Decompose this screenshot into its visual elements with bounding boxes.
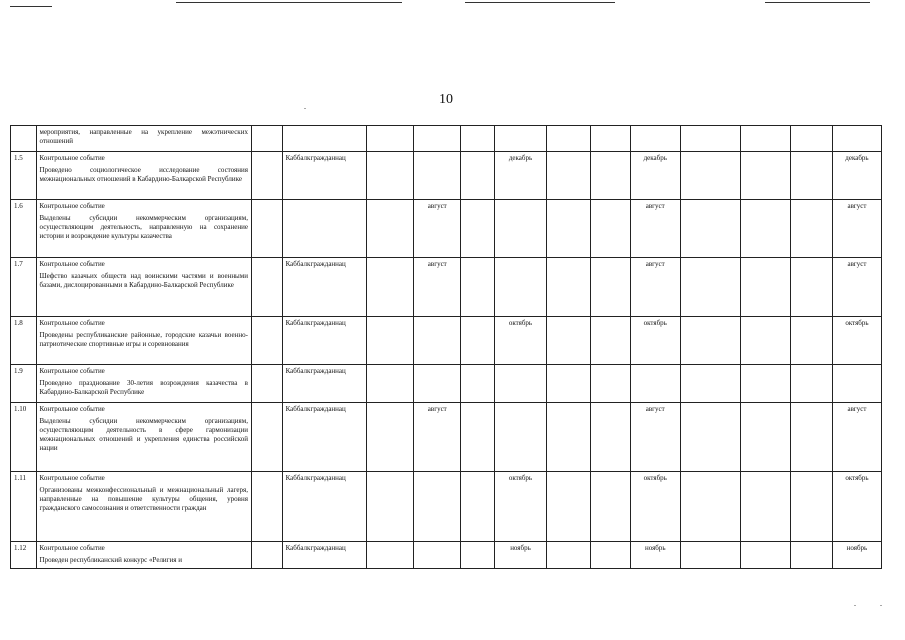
empty-cell xyxy=(680,365,740,403)
event-label: Контрольное событие xyxy=(39,319,105,327)
empty-cell xyxy=(741,126,791,152)
event-text: Проведено социологическое исследование состояния межнациональных отношений в Кабардино-Балкарской Республике xyxy=(39,166,248,183)
empty-cell xyxy=(461,258,495,317)
empty-cell xyxy=(461,317,495,365)
event-text: Проведено празднование 30-летия возрождения казачества в Кабардино-Балкарской Республике xyxy=(39,379,248,396)
empty-cell xyxy=(680,317,740,365)
empty-cell xyxy=(251,126,282,152)
empty-cell xyxy=(414,126,461,152)
row-number-cell: 1.12 xyxy=(11,542,37,569)
empty-cell xyxy=(791,258,833,317)
empty-cell xyxy=(461,152,495,200)
row-number-cell: 1.11 xyxy=(11,472,37,542)
empty-cell xyxy=(547,126,591,152)
event-text: Выделены субсидии некоммерческим организациям, осуществляющим деятельность, направленную на сохранение истории и возрождение культуры казачества xyxy=(39,214,248,240)
empty-cell xyxy=(590,258,630,317)
empty-cell xyxy=(590,542,630,569)
deadline-cell: декабрь xyxy=(494,152,546,200)
scan-speck: . xyxy=(854,599,856,608)
empty-cell xyxy=(282,126,367,152)
table-row xyxy=(11,472,882,542)
event-text: Организованы межконфессиональный и межнациональный лагеря, направленные на повышение культуры общения, уровня гражданского самосознания и ответственности граждан xyxy=(39,486,248,512)
empty-cell xyxy=(590,365,630,403)
empty-cell xyxy=(461,472,495,542)
empty-cell xyxy=(461,200,495,258)
row-number-cell: 1.5 xyxy=(11,152,37,200)
event-text: Шефство казачьих обществ над воинскими частями и военными базами, дислоцированными в Кабардино-Балкарской Республике xyxy=(39,272,248,289)
row-number-cell: 1.9 xyxy=(11,365,37,403)
deadline-cell: ноябрь xyxy=(832,542,881,569)
event-description-cell xyxy=(36,365,251,403)
event-label: Контрольное событие xyxy=(39,405,105,413)
empty-cell xyxy=(367,472,414,542)
deadline-cell: ноябрь xyxy=(630,542,680,569)
row-number-cell: 1.7 xyxy=(11,258,37,317)
row-number-cell: 1.6 xyxy=(11,200,37,258)
deadline-cell: октябрь xyxy=(630,472,680,542)
empty-cell xyxy=(367,258,414,317)
empty-cell xyxy=(590,403,630,472)
empty-cell xyxy=(590,317,630,365)
deadline-cell: декабрь xyxy=(630,152,680,200)
empty-cell xyxy=(741,258,791,317)
empty-cell xyxy=(832,126,881,152)
responsible-org-cell xyxy=(282,200,367,258)
deadline-cell: август xyxy=(832,200,881,258)
event-description-cell xyxy=(36,152,251,200)
event-label: Контрольное событие xyxy=(39,367,105,375)
empty-cell xyxy=(251,152,282,200)
empty-cell xyxy=(680,542,740,569)
empty-cell xyxy=(590,126,630,152)
empty-cell xyxy=(741,200,791,258)
empty-cell xyxy=(251,200,282,258)
scan-speck: . xyxy=(304,102,306,111)
empty-cell xyxy=(741,152,791,200)
empty-cell xyxy=(461,126,495,152)
row-number-cell: 1.10 xyxy=(11,403,37,472)
event-description-cell xyxy=(36,258,251,317)
deadline-cell xyxy=(414,365,461,403)
deadline-cell: ноябрь xyxy=(494,542,546,569)
table-row xyxy=(11,152,882,200)
empty-cell xyxy=(461,542,495,569)
empty-cell xyxy=(680,152,740,200)
event-description-cell xyxy=(36,403,251,472)
deadline-cell: август xyxy=(414,403,461,472)
deadline-cell xyxy=(494,200,546,258)
table-row-continuation xyxy=(11,126,882,152)
empty-cell xyxy=(251,365,282,403)
empty-cell xyxy=(367,403,414,472)
event-plan-table xyxy=(10,125,882,569)
empty-cell xyxy=(547,472,591,542)
event-label: Контрольное событие xyxy=(39,474,105,482)
empty-cell xyxy=(547,542,591,569)
empty-cell xyxy=(791,472,833,542)
table-row xyxy=(11,317,882,365)
deadline-cell: октябрь xyxy=(630,317,680,365)
deadline-cell: август xyxy=(630,200,680,258)
table-row xyxy=(11,542,882,569)
deadline-cell xyxy=(494,403,546,472)
event-text: Выделены субсидии некоммерческим организациям, осуществляющим деятельность в сфере гармонизации межнациональных отношений и укрепления единства российской нации xyxy=(39,417,248,452)
empty-cell xyxy=(791,126,833,152)
deadline-cell xyxy=(630,365,680,403)
table-row xyxy=(11,365,882,403)
deadline-cell: август xyxy=(414,258,461,317)
deadline-cell: октябрь xyxy=(494,472,546,542)
event-text: Проведены республиканские районные, городские казачьи военно-патриотические спортивные игры и соревнования xyxy=(39,331,248,348)
empty-cell xyxy=(680,258,740,317)
empty-cell xyxy=(590,152,630,200)
empty-cell xyxy=(741,542,791,569)
row-number-cell: 1.8 xyxy=(11,317,37,365)
deadline-cell: август xyxy=(630,403,680,472)
empty-cell xyxy=(251,403,282,472)
continuation-text: мероприятия, направленные на укрепление межэтнических отношений xyxy=(39,128,248,145)
scan-artifact-line xyxy=(176,2,402,3)
empty-cell xyxy=(741,403,791,472)
empty-cell xyxy=(367,365,414,403)
continuation-text-cell xyxy=(36,126,251,152)
empty-cell xyxy=(791,152,833,200)
empty-cell xyxy=(680,472,740,542)
empty-cell xyxy=(547,152,591,200)
responsible-org-cell: Каббалкгражданнац xyxy=(282,152,367,200)
empty-cell xyxy=(791,317,833,365)
responsible-org-cell: Каббалкгражданнац xyxy=(282,403,367,472)
event-label: Контрольное событие xyxy=(39,154,105,162)
empty-cell xyxy=(680,126,740,152)
event-description-cell xyxy=(36,542,251,569)
deadline-cell: декабрь xyxy=(832,152,881,200)
scan-artifact-line xyxy=(10,6,52,7)
responsible-org-cell: Каббалкгражданнац xyxy=(282,258,367,317)
event-label: Контрольное событие xyxy=(39,202,105,210)
empty-cell xyxy=(367,200,414,258)
empty-cell xyxy=(251,542,282,569)
empty-cell xyxy=(741,317,791,365)
deadline-cell: август xyxy=(414,200,461,258)
event-description-cell xyxy=(36,472,251,542)
empty-cell xyxy=(791,200,833,258)
deadline-cell xyxy=(494,365,546,403)
empty-cell xyxy=(741,472,791,542)
responsible-org-cell: Каббалкгражданнац xyxy=(282,472,367,542)
empty-cell xyxy=(251,258,282,317)
deadline-cell xyxy=(414,317,461,365)
scan-speck: . xyxy=(880,599,882,608)
scan-artifact-line xyxy=(465,2,615,3)
responsible-org-cell: Каббалкгражданнац xyxy=(282,365,367,403)
deadline-cell: октябрь xyxy=(832,472,881,542)
empty-cell xyxy=(547,200,591,258)
empty-cell xyxy=(590,472,630,542)
empty-cell xyxy=(547,403,591,472)
empty-cell xyxy=(461,365,495,403)
deadline-cell: август xyxy=(832,258,881,317)
empty-cell xyxy=(251,317,282,365)
event-label: Контрольное событие xyxy=(39,544,105,552)
deadline-cell: октябрь xyxy=(494,317,546,365)
empty-cell xyxy=(741,365,791,403)
event-description-cell xyxy=(36,200,251,258)
empty-cell xyxy=(461,403,495,472)
empty-cell xyxy=(367,317,414,365)
deadline-cell xyxy=(494,258,546,317)
event-description-cell xyxy=(36,317,251,365)
empty-cell xyxy=(791,365,833,403)
deadline-cell xyxy=(832,365,881,403)
responsible-org-cell: Каббалкгражданнац xyxy=(282,542,367,569)
event-label: Контрольное событие xyxy=(39,260,105,268)
empty-cell xyxy=(680,403,740,472)
empty-cell xyxy=(547,258,591,317)
empty-cell xyxy=(590,200,630,258)
empty-cell xyxy=(494,126,546,152)
empty-cell xyxy=(791,403,833,472)
row-number-cell xyxy=(11,126,37,152)
deadline-cell: октябрь xyxy=(832,317,881,365)
table-row xyxy=(11,200,882,258)
deadline-cell: август xyxy=(630,258,680,317)
empty-cell xyxy=(367,126,414,152)
deadline-cell xyxy=(414,542,461,569)
empty-cell xyxy=(547,365,591,403)
responsible-org-cell: Каббалкгражданнац xyxy=(282,317,367,365)
table-row xyxy=(11,403,882,472)
empty-cell xyxy=(680,200,740,258)
deadline-cell: август xyxy=(832,403,881,472)
page-number: 10 xyxy=(439,92,453,107)
table-row xyxy=(11,258,882,317)
empty-cell xyxy=(547,317,591,365)
deadline-cell xyxy=(414,152,461,200)
event-text: Проведен республиканский конкурс «Религия и xyxy=(39,556,183,564)
empty-cell xyxy=(251,472,282,542)
empty-cell xyxy=(630,126,680,152)
empty-cell xyxy=(367,542,414,569)
empty-cell xyxy=(367,152,414,200)
scan-artifact-line xyxy=(765,2,870,3)
empty-cell xyxy=(791,542,833,569)
deadline-cell xyxy=(414,472,461,542)
